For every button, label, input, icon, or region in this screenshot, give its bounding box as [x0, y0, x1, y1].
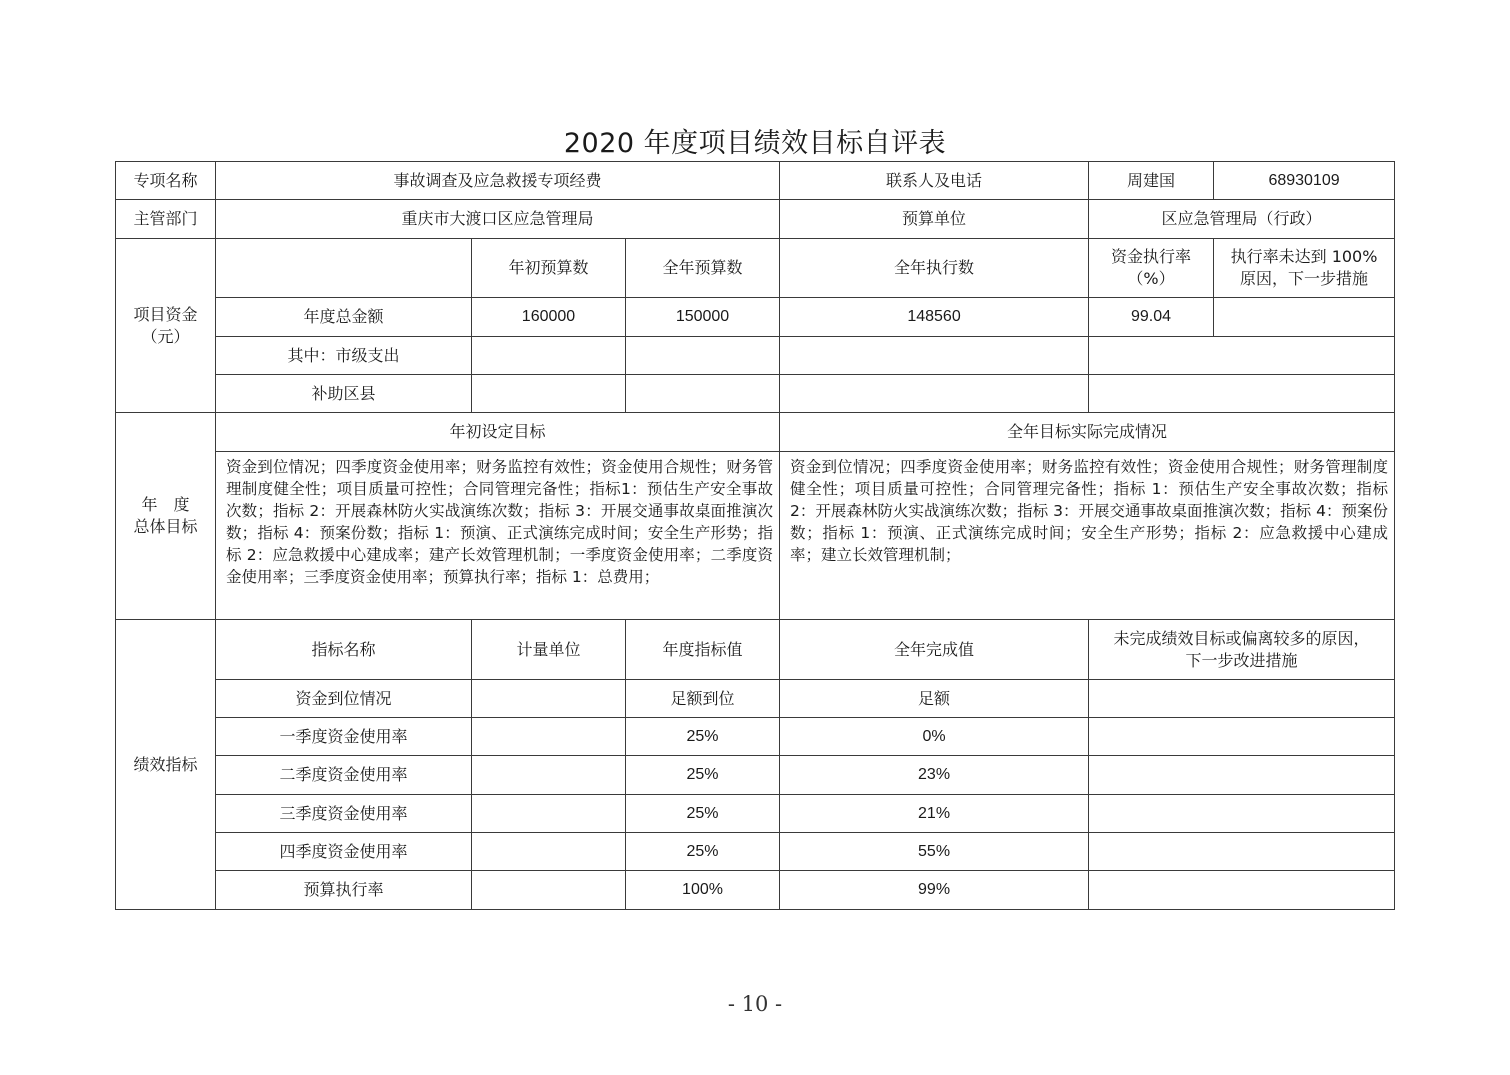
dept-name: 重庆市大渡口区应急管理局	[216, 200, 780, 239]
indicator-reason	[1089, 795, 1395, 833]
header-row-project	[116, 162, 1395, 200]
funds-rate: 99.04	[1089, 298, 1214, 337]
col-initial-budget: 年初预算数	[472, 239, 626, 298]
col-execution-rate: 资金执行率 （%）	[1089, 239, 1214, 298]
goals-text-row	[116, 452, 1395, 620]
funds-initial	[472, 337, 626, 375]
funds-section-label: 项目资金 （元）	[116, 239, 216, 413]
contact-label: 联系人及电话	[780, 162, 1089, 200]
col-actual: 全年完成值	[780, 620, 1089, 680]
budget-unit-name: 区应急管理局（行政）	[1089, 200, 1395, 239]
indicator-name: 二季度资金使用率	[216, 756, 472, 795]
indicator-actual: 55%	[780, 833, 1089, 871]
col-target: 年度指标值	[626, 620, 780, 680]
performance-table	[115, 161, 1395, 910]
indicator-actual: 足额	[780, 680, 1089, 718]
indicator-reason	[1089, 756, 1395, 795]
funds-row-label: 补助区县	[216, 375, 472, 413]
funds-initial	[472, 375, 626, 413]
funds-row	[116, 375, 1395, 413]
funds-full-year	[626, 375, 780, 413]
actual-goals-text: 资金到位情况；四季度资金使用率；财务监控有效性；资金使用合规性；财务管理制度健全性；项目质量可控性；合同管理完备性；指标 1：预估生产安全事故次数；指标 2：开展森林防火实战演练次数；指标 3：开展交通事故桌面推演次数；指标 4：预案份数；指标 1：预演、正式演练完成时间；安全生产形势；指标 2：应急救援中心建成率；建立长效管理机制；	[780, 452, 1395, 620]
indicator-unit	[472, 680, 626, 718]
indicators-header-row	[116, 620, 1395, 680]
indicator-row	[116, 756, 1395, 795]
indicator-unit	[472, 756, 626, 795]
funds-full-year: 150000	[626, 298, 780, 337]
indicator-name: 一季度资金使用率	[216, 718, 472, 756]
dept-label: 主管部门	[116, 200, 216, 239]
indicator-name: 三季度资金使用率	[216, 795, 472, 833]
initial-goals-text: 资金到位情况；四季度资金使用率；财务监控有效性；资金使用合规性；财务管理制度健全性；项目质量可控性；合同管理完备性；指标1：预估生产安全事故次数；指标 2：开展森林防火实战演练次数；指标 3：开展交通事故桌面推演次数；指标 4：预案份数；指标 1：预演、正式演练完成时间；安全生产形势；指标 2：应急救援中心建成率；建产长效管理机制；一季度资金使用率；二季度资金使用率；三季度资金使用率；预算执行率；指标 1：总费用；	[216, 452, 780, 620]
project-name: 事故调查及应急救援专项经费	[216, 162, 780, 200]
funds-full-year	[626, 337, 780, 375]
indicator-actual: 23%	[780, 756, 1089, 795]
col-reason: 执行率未达到 100% 原因，下一步措施	[1214, 239, 1395, 298]
funds-initial: 160000	[472, 298, 626, 337]
indicator-name: 资金到位情况	[216, 680, 472, 718]
indicator-reason	[1089, 871, 1395, 910]
contact-name: 周建国	[1089, 162, 1214, 200]
funds-header-blank	[216, 239, 472, 298]
indicator-unit	[472, 833, 626, 871]
indicator-target: 25%	[626, 833, 780, 871]
indicator-row	[116, 680, 1395, 718]
col-unit: 计量单位	[472, 620, 626, 680]
funds-row	[116, 337, 1395, 375]
funds-reason	[1214, 298, 1395, 337]
indicator-row	[116, 871, 1395, 910]
funds-executed	[780, 375, 1089, 413]
funds-rate	[1089, 337, 1395, 375]
col-executed: 全年执行数	[780, 239, 1089, 298]
funds-executed	[780, 337, 1089, 375]
funds-rate	[1089, 375, 1395, 413]
indicator-unit	[472, 871, 626, 910]
page-title: 2020 年度项目绩效目标自评表	[563, 128, 947, 159]
col-indicator-name: 指标名称	[216, 620, 472, 680]
indicator-unit	[472, 795, 626, 833]
indicator-row	[116, 718, 1395, 756]
indicator-target: 25%	[626, 795, 780, 833]
indicator-unit	[472, 718, 626, 756]
indicators-section-label: 绩效指标	[116, 620, 216, 910]
indicator-target: 足额到位	[626, 680, 780, 718]
indicator-name: 四季度资金使用率	[216, 833, 472, 871]
indicator-row	[116, 833, 1395, 871]
indicator-target: 25%	[626, 756, 780, 795]
goals-section-label: 年 度 总体目标	[116, 413, 216, 620]
indicator-name: 预算执行率	[216, 871, 472, 910]
indicator-target: 100%	[626, 871, 780, 910]
actual-goals-header: 全年目标实际完成情况	[780, 413, 1395, 452]
funds-header-row	[116, 239, 1395, 298]
indicator-actual: 0%	[780, 718, 1089, 756]
indicator-actual: 99%	[780, 871, 1089, 910]
indicator-row	[116, 795, 1395, 833]
initial-goals-header: 年初设定目标	[216, 413, 780, 452]
indicator-reason	[1089, 718, 1395, 756]
page-number: - 10 -	[727, 992, 783, 1016]
budget-unit-label: 预算单位	[780, 200, 1089, 239]
funds-row	[116, 298, 1395, 337]
goals-header-row	[116, 413, 1395, 452]
col-full-year-budget: 全年预算数	[626, 239, 780, 298]
header-row-dept	[116, 200, 1395, 239]
project-label: 专项名称	[116, 162, 216, 200]
indicator-reason	[1089, 680, 1395, 718]
funds-executed: 148560	[780, 298, 1089, 337]
indicator-actual: 21%	[780, 795, 1089, 833]
funds-row-label: 其中：市级支出	[216, 337, 472, 375]
contact-phone: 68930109	[1214, 162, 1395, 200]
funds-row-label: 年度总金额	[216, 298, 472, 337]
indicator-target: 25%	[626, 718, 780, 756]
col-deviation-reason: 未完成绩效目标或偏离较多的原因， 下一步改进措施	[1089, 620, 1395, 680]
indicator-reason	[1089, 833, 1395, 871]
